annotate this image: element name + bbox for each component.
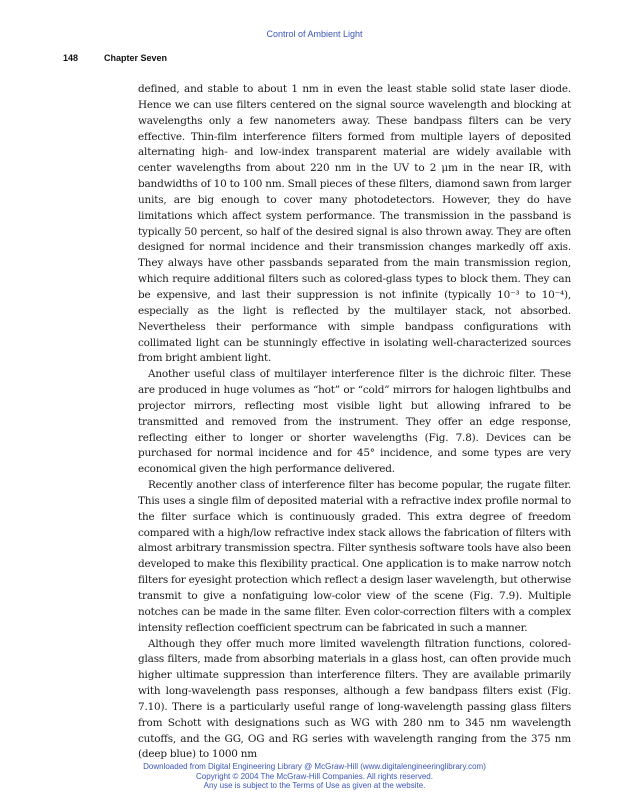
- paragraph-2: Another useful class of multilayer interference filter is the dichroic filter. These are produced in huge volumes as “hot” or “cold” mirrors for halogen lightbulbs and projector mirrors, reflecting most visible light but allowing infrared to be transmitted and removed from the instrument. They offer an edge response, reflecting either to longer or shorter wavelengths (Fig. 7.8). Devices can be purchased for normal incidence and for 45° incidence, and some types are very economical given the high performance delivered.: [138, 368, 571, 476]
- body-text: [138, 82, 571, 763]
- chapter-title: Chapter Seven: [104, 53, 168, 63]
- paragraph-1: defined, and stable to about 1 nm in even the least stable solid state laser diode. Hence we can use filters centered on the signal source wavelength and blocking at wavelengths only a few nanometers away. These bandpass filters can be very effective. Thin-film interference filters formed from multiple layers of deposited alternating high- and low-index transparent material are widely available with center wavelengths from about 220 nm in the UV to 2 μm in the near IR, with bandwidths of 10 to 100 nm. Small pieces of these filters, diamond sawn from larger units, are big enough to cover many photodetectors. However, they do have limitations which affect system performance. The transmission in the passband is typically 50 percent, so half of the desired signal is also thrown away. They are often designed for normal incidence and their transmission changes markedly off axis. They always have other passbands separated from the main transmission region, which require additional filters such as colored-glass types to block them. They can be expensive, and last their suppression is not infinite (typically 10⁻³ to 10⁻⁴), especially as the light is reflected by the multilayer stack, not absorbed. Nevertheless their performance with simple bandpass configurations with collimated light can be stunningly effective in isolating well-characterized sources from bright ambient light.: [138, 83, 571, 365]
- paragraph-3: Recently another class of interference filter has become popular, the rugate filter. This uses a single film of deposited material with a refractive index profile normal to the filter surface which is continuously graded. This extra degree of freedom compared with a high/low refractive index stack allows the fabrication of filters with almost arbitrary transmission spectra. Filter synthesis software tools have also been developed to make this flexibility practical. One application is to make narrow notch filters for eyesight protection which reflect a design laser wavelength, but otherwise transmit to give a nonfatiguing low-color view of the scene (Fig. 7.9). Multiple notches can be made in the same filter. Even color-correction filters with a complex intensity reflection coefficient spectrum can be fabricated in such a manner.: [138, 479, 571, 634]
- page-number: 148: [63, 53, 79, 63]
- running-title: Control of Ambient Light: [266, 29, 363, 39]
- footer-terms-line[interactable]: Any use is subject to the Terms of Use as given at the website.: [203, 781, 426, 790]
- footer-copyright-line: Copyright © 2004 The McGraw-Hill Companies. All rights reserved.: [196, 771, 433, 781]
- download-footer: [0, 762, 629, 791]
- footer-download-line[interactable]: Downloaded from Digital Engineering Library @ McGraw-Hill (www.digitalengineeringlibrary.com): [143, 762, 486, 771]
- paragraph-4: Although they offer much more limited wavelength filtration functions, colored-glass filters, made from absorbing materials in a glass host, can often provide much higher ultimate suppression than interference filters. They are available primarily with long-wavelength pass responses, although a few bandpass filters exist (Fig. 7.10). There is a particularly useful range of long-wavelength passing glass filters from Schott with designations such as WG with 280 nm to 345 nm wavelength cutoffs, and the GG, OG and RG series with wavelength ranging from the 375 nm (deep blue) to 1000 nm: [138, 637, 571, 761]
